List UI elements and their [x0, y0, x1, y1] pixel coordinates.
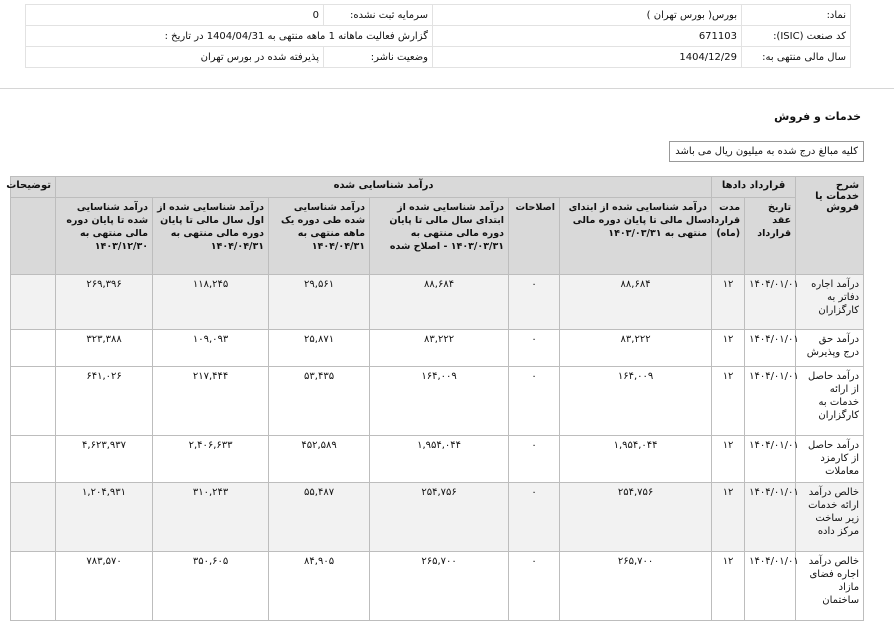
row-revenue-ytd: ۲۱۷,۴۴۴ — [153, 367, 269, 436]
capital-label: سرمایه ثبت نشده: — [324, 5, 433, 26]
header-recognized-revenue: درآمد شناسایی شده — [56, 177, 712, 198]
row-corrections: ۰ — [509, 436, 560, 483]
row-description: خالص درآمد ارائه خدمات زیر ساخت مرکز داده — [796, 483, 864, 552]
divider — [0, 88, 894, 89]
symbol-value: بورس( بورس تهران ) — [433, 5, 742, 26]
isic-label: کد صنعت (ISIC): — [742, 26, 851, 47]
header-notes: توضیحات — [11, 177, 56, 198]
row-duration: ۱۲ — [712, 275, 745, 330]
row-revenue-start: ۲۵۴,۷۵۶ — [560, 483, 712, 552]
table-row — [11, 436, 864, 483]
row-description: درآمد حاصل از کارمزد معاملات — [796, 436, 864, 483]
header-description: شرح خدمات یا فروش — [796, 177, 864, 275]
row-duration: ۱۲ — [712, 552, 745, 621]
row-revenue-start: ۸۸,۶۸۴ — [560, 275, 712, 330]
publisher-status-label: وضعیت ناشر: — [324, 47, 433, 68]
row-revenue-year: ۴,۶۲۳,۹۳۷ — [56, 436, 153, 483]
row-revenue-start: ۱۶۴,۰۰۹ — [560, 367, 712, 436]
row-revenue-month: ۵۳,۴۳۵ — [269, 367, 370, 436]
row-notes — [11, 367, 56, 436]
currency-note: کلیه مبالغ درج شده به میلیون ریال می باشد — [669, 141, 864, 162]
section-title: خدمات و فروش — [774, 110, 861, 123]
row-description: خالص درآمد اجاره فضای مازاد ساختمان — [796, 552, 864, 621]
header-contract-date: تاریخ عقد قرارداد — [745, 198, 796, 275]
row-revenue-ytd: ۳۵۰,۶۰۵ — [153, 552, 269, 621]
symbol-label: نماد: — [742, 5, 851, 26]
header-revenue-corrected: درآمد شناسایی شده از ابتدای سال مالی تا پایان دوره مالی منتهی به ۱۴۰۳/۰۳/۳۱ - اصلاح شده — [370, 198, 509, 275]
row-revenue-year: ۲۶۹,۳۹۶ — [56, 275, 153, 330]
row-contract-date: ۱۴۰۴/۰۱/۰۱ — [745, 483, 796, 552]
table-row — [11, 330, 864, 367]
report-period: گزارش فعالیت ماهانه 1 ماهه منتهی به 1404/04/31 در تاریخ : — [26, 26, 433, 47]
table-row — [11, 275, 864, 330]
table-row — [11, 483, 864, 552]
row-duration: ۱۲ — [712, 330, 745, 367]
row-revenue-corrected: ۲۵۴,۷۵۶ — [370, 483, 509, 552]
row-revenue-month: ۸۴,۹۰۵ — [269, 552, 370, 621]
row-revenue-month: ۲۹,۵۶۱ — [269, 275, 370, 330]
header-contract-duration: مدت قرارداد (ماه) — [712, 198, 745, 275]
row-contract-date: ۱۴۰۴/۰۱/۰۱ — [745, 436, 796, 483]
row-revenue-year: ۱,۲۰۴,۹۳۱ — [56, 483, 153, 552]
row-revenue-corrected: ۱۶۴,۰۰۹ — [370, 367, 509, 436]
row-notes — [11, 483, 56, 552]
row-duration: ۱۲ — [712, 367, 745, 436]
row-revenue-year: ۳۲۳,۳۸۸ — [56, 330, 153, 367]
header-corrections: اصلاحات — [509, 198, 560, 275]
table-row — [11, 552, 864, 621]
row-corrections: ۰ — [509, 483, 560, 552]
services-sales-table — [6, 176, 864, 621]
row-contract-date: ۱۴۰۴/۰۱/۰۱ — [745, 367, 796, 436]
row-contract-date: ۱۴۰۴/۰۱/۰۱ — [745, 330, 796, 367]
fiscal-year-value: 1404/12/29 — [433, 47, 742, 68]
row-notes — [11, 436, 56, 483]
row-contract-date: ۱۴۰۴/۰۱/۰۱ — [745, 275, 796, 330]
header-revenue-month: درآمد شناسایی شده طی دوره یک ماهه منتهی به ۱۴۰۴/۰۴/۳۱ — [269, 198, 370, 275]
isic-value: 671103 — [433, 26, 742, 47]
row-revenue-corrected: ۲۶۵,۷۰۰ — [370, 552, 509, 621]
header-notes-blank — [11, 198, 56, 275]
row-contract-date: ۱۴۰۴/۰۱/۰۱ — [745, 552, 796, 621]
row-revenue-month: ۵۵,۴۸۷ — [269, 483, 370, 552]
row-revenue-year: ۶۴۱,۰۲۶ — [56, 367, 153, 436]
row-revenue-ytd: ۱۱۸,۲۴۵ — [153, 275, 269, 330]
table-row — [11, 367, 864, 436]
row-description: درآمد حاصل از ارائه خدمات به کارگزاران — [796, 367, 864, 436]
row-corrections: ۰ — [509, 330, 560, 367]
fiscal-year-label: سال مالی منتهی به: — [742, 47, 851, 68]
row-notes — [11, 330, 56, 367]
header-revenue-start: درآمد شناسایی شده از ابتدای سال مالی تا پایان دوره مالی منتهی به ۱۴۰۳/۰۳/۳۱ — [560, 198, 712, 275]
row-description: درآمد اجاره دفاتر به کارگزاران — [796, 275, 864, 330]
company-info-table — [25, 4, 851, 68]
row-description: درآمد حق درج وپذیرش — [796, 330, 864, 367]
row-revenue-ytd: ۱۰۹,۰۹۳ — [153, 330, 269, 367]
row-corrections: ۰ — [509, 552, 560, 621]
row-revenue-start: ۲۶۵,۷۰۰ — [560, 552, 712, 621]
row-revenue-corrected: ۸۳,۲۲۲ — [370, 330, 509, 367]
row-revenue-year: ۷۸۳,۵۷۰ — [56, 552, 153, 621]
row-revenue-corrected: ۸۸,۶۸۴ — [370, 275, 509, 330]
row-notes — [11, 552, 56, 621]
row-revenue-ytd: ۲,۴۰۶,۶۳۳ — [153, 436, 269, 483]
row-notes — [11, 275, 56, 330]
row-revenue-month: ۴۵۲,۵۸۹ — [269, 436, 370, 483]
row-corrections: ۰ — [509, 367, 560, 436]
row-duration: ۱۲ — [712, 436, 745, 483]
header-revenue-ytd: درآمد شناسایی شده از اول سال مالی تا پایان دوره مالی منتهی به ۱۴۰۴/۰۴/۳۱ — [153, 198, 269, 275]
row-corrections: ۰ — [509, 275, 560, 330]
row-revenue-month: ۲۵,۸۷۱ — [269, 330, 370, 367]
row-revenue-corrected: ۱,۹۵۴,۰۴۴ — [370, 436, 509, 483]
publisher-status-value: پذیرفته شده در بورس تهران — [26, 47, 324, 68]
row-duration: ۱۲ — [712, 483, 745, 552]
header-contracts: قرارداد دادها — [712, 177, 796, 198]
row-revenue-ytd: ۳۱۰,۲۴۳ — [153, 483, 269, 552]
row-revenue-start: ۱,۹۵۴,۰۴۴ — [560, 436, 712, 483]
header-revenue-year: درآمد شناسایی شده تا پایان دوره مالی منتهی به ۱۴۰۳/۱۲/۳۰ — [56, 198, 153, 275]
capital-value: 0 — [26, 5, 324, 26]
row-revenue-start: ۸۳,۲۲۲ — [560, 330, 712, 367]
